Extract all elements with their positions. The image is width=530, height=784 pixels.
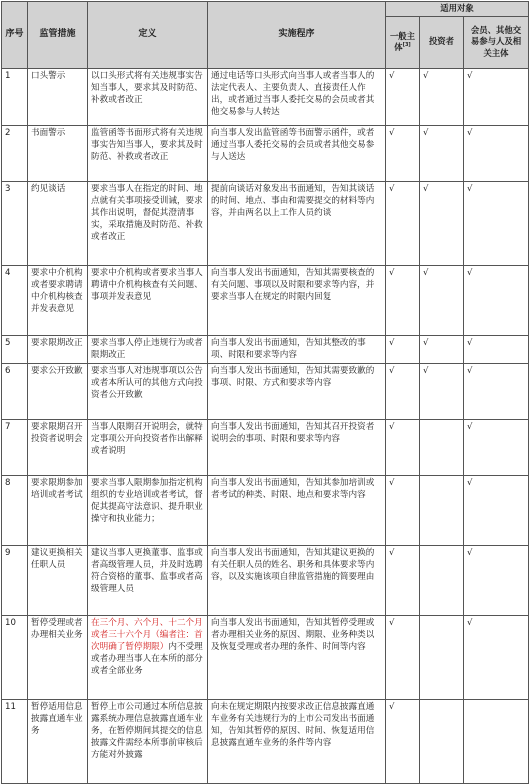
- row-procedure: 向当事人发出书面通知，告知其需要核查的有关问题、事项以及时限和要求等内容，并要求当事人在规定的时限内回复: [208, 265, 386, 335]
- row-definition-highlight: 在三个月、六个月、十二个月或者三十六个月（编者注：首次明确了暂停期限）: [91, 617, 203, 652]
- row-member-check: √: [464, 419, 529, 475]
- row-member-check: √: [464, 475, 529, 545]
- row-investor-check: [420, 545, 464, 615]
- row-measure: 要求公开致歉: [28, 363, 88, 419]
- table-row: [2, 363, 529, 419]
- row-investor-check: √: [420, 68, 464, 125]
- row-no: 8: [2, 475, 28, 545]
- row-investor-check: [420, 615, 464, 699]
- header-general-label: 一般主体: [389, 30, 416, 52]
- row-investor-check: √: [420, 125, 464, 181]
- table-row: [2, 265, 529, 335]
- row-member-check: [464, 699, 529, 783]
- row-definition-rest: 内不受理或者办理当事人在本所的部分或者全部业务: [91, 641, 203, 677]
- row-general-check: √: [386, 335, 420, 363]
- header-procedure: 实施程序: [208, 2, 386, 69]
- row-definition: 建议当事人更换董事、监事或者高级管理人员，并及时选聘符合资格的董事、监事或者高级管理人员: [88, 545, 208, 615]
- row-definition: 当事人限期召开说明会，就特定事项公开向投资者作出解释或者说明: [88, 419, 208, 475]
- table-row: [2, 545, 529, 615]
- row-definition: 要求当事人在指定的时间、地点就有关事项接受训诫，要求其作出说明，督促其澄清事实，采取措施及时防范、补救或者改正: [88, 181, 208, 265]
- table-row: [2, 125, 529, 181]
- row-no: 11: [2, 699, 28, 783]
- row-definition: 要求中介机构或者要求当事人聘请中介机构核查有关问题、事项并发表意见: [88, 265, 208, 335]
- row-general-check: √: [386, 419, 420, 475]
- row-procedure: 向当事人发出书面通知，告知其需要致歉的事项、时限、方式和要求等内容: [208, 363, 386, 419]
- row-general-check: √: [386, 125, 420, 181]
- row-no: 4: [2, 265, 28, 335]
- header-investor: 投资者: [420, 16, 464, 68]
- row-general-check: √: [386, 699, 420, 783]
- row-general-check: √: [386, 475, 420, 545]
- row-definition: 以口头形式将有关违规事实告知当事人，要求其及时防范、补救或者改正: [88, 68, 208, 125]
- row-no: 2: [2, 125, 28, 181]
- table-row: [2, 615, 529, 699]
- table-row: [2, 335, 529, 363]
- row-measure: 暂停受理或者办理相关业务: [28, 615, 88, 699]
- table-row: [2, 68, 529, 125]
- row-measure: 口头警示: [28, 68, 88, 125]
- row-investor-check: [420, 419, 464, 475]
- row-definition: 要求当事人限期参加指定机构组织的专业培训或者考试，督促其提高守法意识、提升职业操守和执业能力；: [88, 475, 208, 545]
- row-no: 3: [2, 181, 28, 265]
- row-investor-check: √: [420, 181, 464, 265]
- row-measure: 建议更换相关任职人员: [28, 545, 88, 615]
- table-row: [2, 475, 529, 545]
- row-procedure: 向未在规定期限内按要求改正信息披露直通车业务有关违规行为的上市公司发出书面通知，告知其暂停的原因、时间、恢复适用信息披露直通车业务的条件等内容: [208, 699, 386, 783]
- row-investor-check: [420, 475, 464, 545]
- header-no: 序号: [2, 2, 28, 69]
- row-general-check: √: [386, 68, 420, 125]
- row-general-check: √: [386, 545, 420, 615]
- table-row: [2, 419, 529, 475]
- row-no: 6: [2, 363, 28, 419]
- row-procedure: 向当事人发出书面通知，告知其参加培训或者考试的种类、时限、地点和要求等内容: [208, 475, 386, 545]
- row-no: 10: [2, 615, 28, 699]
- header-definition: 定义: [88, 2, 208, 69]
- row-general-check: √: [386, 615, 420, 699]
- row-general-check: √: [386, 265, 420, 335]
- row-measure: 书面警示: [28, 125, 88, 181]
- row-measure: 暂停适用信息披露直通车业务: [28, 699, 88, 783]
- supervision-measures-table: [1, 1, 529, 784]
- row-investor-check: [420, 699, 464, 783]
- row-investor-check: √: [420, 363, 464, 419]
- row-investor-check: √: [420, 335, 464, 363]
- row-procedure: 向当事人发出书面通知，告知其暂停受理或者办理相关业务的原因、期限、业务种类以及恢复受理或者办理的条件、时间等内容: [208, 615, 386, 699]
- row-investor-check: √: [420, 265, 464, 335]
- row-measure: 约见谈话: [28, 181, 88, 265]
- row-measure: 要求限期改正: [28, 335, 88, 363]
- row-measure: 要求限期参加培训或者考试: [28, 475, 88, 545]
- row-definition: 要求当事人停止违规行为或者限期改正: [88, 335, 208, 363]
- row-procedure: 向当事人发出书面通知，告知其召开投资者说明会的事项、时限和要求等内容: [208, 419, 386, 475]
- row-general-check: √: [386, 181, 420, 265]
- row-measure: 要求限期召开投资者说明会: [28, 419, 88, 475]
- row-member-check: √: [464, 181, 529, 265]
- row-measure: 要求中介机构或者要求聘请中介机构核查并发表意见: [28, 265, 88, 335]
- row-no: 9: [2, 545, 28, 615]
- row-definition: 要求当事人对违规事项以公告或者本所认可的其他方式向投资者公开致歉: [88, 363, 208, 419]
- table-row: [2, 699, 529, 783]
- row-member-check: √: [464, 363, 529, 419]
- header-general: [386, 16, 420, 68]
- header-member: 会员、其他交易参与人及相关主体: [464, 16, 529, 68]
- header-general-footnote: [3]: [402, 42, 411, 48]
- row-no: 5: [2, 335, 28, 363]
- row-definition: 暂停上市公司通过本所信息披露系统办理信息披露直通车业务，在暂停期间其提交的信息披露文件需经本所事前审核后方能对外披露: [88, 699, 208, 783]
- row-member-check: √: [464, 265, 529, 335]
- table-row: [2, 181, 529, 265]
- row-definition: 监管函等书面形式将有关违规事实告知当事人，要求其及时防范、补救或者改正: [88, 125, 208, 181]
- row-no: 1: [2, 68, 28, 125]
- row-procedure: 向当事人发出监管函等书面警示函件，或者通过当事人委托交易的会员或者其他交易参与人送达: [208, 125, 386, 181]
- row-member-check: √: [464, 615, 529, 699]
- row-member-check: √: [464, 335, 529, 363]
- header-measure: 监管措施: [28, 2, 88, 69]
- row-general-check: √: [386, 363, 420, 419]
- row-member-check: √: [464, 68, 529, 125]
- header-applicable: 适用对象: [386, 2, 529, 17]
- header-row-top: [2, 2, 529, 17]
- row-member-check: √: [464, 125, 529, 181]
- row-no: 7: [2, 419, 28, 475]
- row-procedure: 向当事人发出书面通知，告知其整改的事项、时限和要求等内容: [208, 335, 386, 363]
- row-member-check: √: [464, 545, 529, 615]
- row-procedure: 提前向谈话对象发出书面通知，告知其谈话的时间、地点、事由和需要提交的材料等内容，并由两名以上工作人员约谈: [208, 181, 386, 265]
- row-procedure: 通过电话等口头形式向当事人或者当事人的法定代表人、主要负责人、直接责任人作出，或者通过当事人委托交易的会员或者其他交易参与人转达: [208, 68, 386, 125]
- row-procedure: 向当事人发出书面通知，告知其建议更换的有关任职人员的姓名、职务和具体要求等内容，以及实施该项自律监管措施的简要理由: [208, 545, 386, 615]
- row-definition: [88, 615, 208, 699]
